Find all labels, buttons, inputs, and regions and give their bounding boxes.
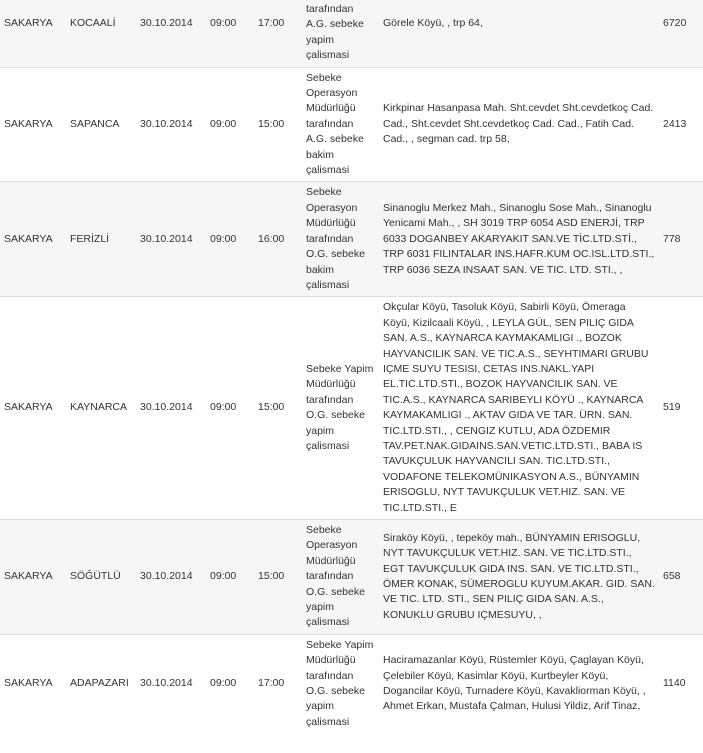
description-cell: Sebeke Yapim Müdürlüğü tarafından O.G. sebeke yapim çalismasi <box>302 634 379 733</box>
table-row <box>0 67 703 182</box>
affected-areas-cell: Kirkpinar Hasanpasa Mah. Sht.cevdet Sht.cevdetkoç Cad. Cad., Sht.cevdet Sht.cevdetkoç Cad. Cad., Fatih Cad. Cad., , segman cad. trp 58, <box>379 67 659 182</box>
description-cell: Sebeke Operasyon Müdürlüğü tarafından O.G. sebeke yapim çalismasi <box>302 520 379 635</box>
table-row <box>0 634 703 733</box>
table-row <box>0 520 703 635</box>
date-cell: 30.10.2014 <box>136 67 206 182</box>
subscriber-count-cell: 519 <box>659 297 703 520</box>
end-time-cell: 15:00 <box>254 297 302 520</box>
district-cell: KAYNARCA <box>66 297 136 520</box>
affected-areas-cell: Görele Köyü, , trp 64, <box>379 0 659 67</box>
table-row <box>0 297 703 520</box>
district-cell: SAPANCA <box>66 67 136 182</box>
date-cell: 30.10.2014 <box>136 520 206 635</box>
affected-areas-cell: Haciramazanlar Köyü, Rüstemler Köyü, Çaglayan Köyü, Çelebiler Köyü, Kasimlar Köyü, Kurtbeyler Köyü, Dogancilar Köyü, Turnadere Köyü, Kavakliorman Köyü, , Ahmet Erkan, Mustafa Çalman, Hulusi Yildiz, Arif Tinaz, <box>379 634 659 733</box>
province-cell: SAKARYA <box>0 520 66 635</box>
table-row <box>0 0 703 67</box>
start-time-cell: 09:00 <box>206 67 254 182</box>
end-time-cell: 15:00 <box>254 67 302 182</box>
province-cell: SAKARYA <box>0 634 66 733</box>
end-time-cell: 17:00 <box>254 634 302 733</box>
district-cell: SÖĞÜTLÜ <box>66 520 136 635</box>
province-cell: SAKARYA <box>0 297 66 520</box>
province-cell: SAKARYA <box>0 67 66 182</box>
subscriber-count-cell: 2413 <box>659 67 703 182</box>
table-row <box>0 182 703 297</box>
description-cell: Sebeke Operasyon Müdürlüğü tarafından O.G. sebeke bakim çalismasi <box>302 182 379 297</box>
affected-areas-cell: Okçular Köyü, Tasoluk Köyü, Sabirli Köyü, Ömeraga Köyü, Kizilcaali Köyü, , LEYLA GÜL, SEN PILIÇ GIDA SAN. A.S., KAYNARCA KAYMAKAMLIGI ., BOZOK HAYVANCILIK SAN. VE TIC.A.S., SEYHTIMARI GRUBU IÇME SUYU TESISI, CETAS INS.NAKL.YAPI EL.TIC.LTD.STI., BOZOK HAYVANCILIK SAN. VE TIC.A.S., KAYNARCA SARIBEYLI KÖYÜ ., KAYNARCA KAYMAKAMLIGI ., AKTAV GIDA VE TAR. ÜRN. SAN. TIC.LTD.STI., , CENGIZ KUTLU, ADA ÖZDEMIR TAV.PET.NAK.GIDAINS.SAN.VETIC.LTD.STI., BABA IS TAVUKÇULUK HAYVANCILI SAN. TIC.LTD.STI., VODAFONE TELEKOMÜNIKASYON A.S., BÜNYAMIN ERISOGLU, NYT TAVUKÇULUK VET.HIZ. SAN. VE TIC.LTD.STI., E <box>379 297 659 520</box>
date-cell: 30.10.2014 <box>136 0 206 67</box>
district-cell: FERİZLİ <box>66 182 136 297</box>
subscriber-count-cell: 1140 <box>659 634 703 733</box>
subscriber-count-cell: 658 <box>659 520 703 635</box>
start-time-cell: 09:00 <box>206 182 254 297</box>
subscriber-count-cell: 6720 <box>659 0 703 67</box>
affected-areas-cell: Sinanoglu Merkez Mah., Sinanoglu Sose Mah., Sinanoglu Yenicami Mah., , SH 3019 TRP 6054 ASD ENERJİ, TRP 6033 DOGANBEY AKARYAKIT SAN.VE TİC.LTD.STİ., TRP 6031 FILINTALAR INS.HAFR.KUM OC.ISL.LTD.STI., TRP 6036 SEZA INSAAT SAN. VE TIC. LTD. STI., , <box>379 182 659 297</box>
description-cell: Sebeke Operasyon Müdürlüğü tarafından A.G. sebeke bakim çalismasi <box>302 67 379 182</box>
start-time-cell: 09:00 <box>206 520 254 635</box>
province-cell: SAKARYA <box>0 182 66 297</box>
description-cell: Sebeke Yapim Müdürlüğü tarafından O.G. sebeke yapim çalismasi <box>302 297 379 520</box>
district-cell: KOCAALİ <box>66 0 136 67</box>
date-cell: 30.10.2014 <box>136 297 206 520</box>
end-time-cell: 16:00 <box>254 182 302 297</box>
end-time-cell: 17:00 <box>254 0 302 67</box>
end-time-cell: 15:00 <box>254 520 302 635</box>
description-cell: tarafından A.G. sebeke yapim çalismasi <box>302 0 379 67</box>
district-cell: ADAPAZARI <box>66 634 136 733</box>
date-cell: 30.10.2014 <box>136 182 206 297</box>
start-time-cell: 09:00 <box>206 0 254 67</box>
start-time-cell: 09:00 <box>206 634 254 733</box>
affected-areas-cell: Siraköy Köyü, , tepeköy mah., BÜNYAMIN ERISOGLU, NYT TAVUKÇULUK VET.HIZ. SAN. VE TIC.LTD.STI., EGT TAVUKÇULUK GIDA INS. SAN. VE TIC.LTD.STI., ÖMER KONAK, SÜMEROGLU KUYUM.AKAR. GID. SAN. VE TIC. LTD. STI., SEN PILIÇ GIDA SAN. A.S., KONUKLU GRUBU IÇMESUYU, , <box>379 520 659 635</box>
province-cell: SAKARYA <box>0 0 66 67</box>
start-time-cell: 09:00 <box>206 297 254 520</box>
date-cell: 30.10.2014 <box>136 634 206 733</box>
subscriber-count-cell: 778 <box>659 182 703 297</box>
